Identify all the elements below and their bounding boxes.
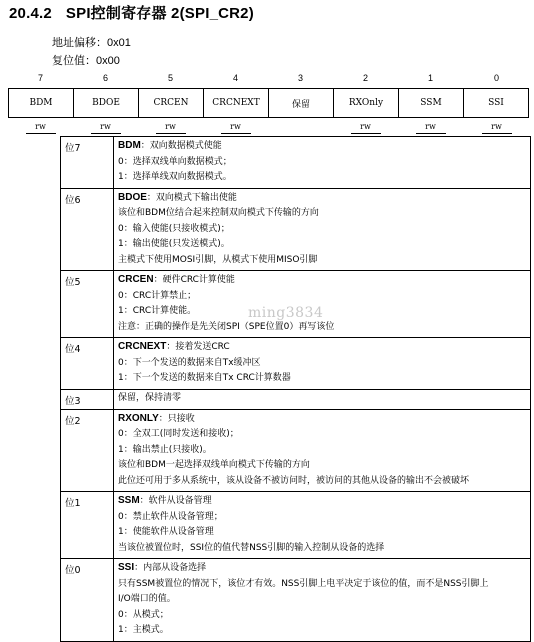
bit-cell: 位3 xyxy=(61,389,114,409)
field-name: SSI xyxy=(118,562,135,573)
description-line: 当该位被置位时，SSI位的值代替NSS引脚的输入控制从设备的选择 xyxy=(118,542,385,553)
bit-number: 7 xyxy=(37,73,43,83)
field-name: BDM xyxy=(118,140,141,151)
field-name: CRCEN xyxy=(118,274,154,285)
access-label: rw xyxy=(425,122,436,131)
description-line: 1：使能软件从设备管理 xyxy=(118,527,214,537)
bit-number: 5 xyxy=(167,73,173,83)
description-line: 该位和BDM一起选择双线单向模式下传输的方向 xyxy=(118,460,310,470)
description-cell xyxy=(114,338,531,390)
bitfield-cell-bdoe: BDOE xyxy=(74,89,139,117)
bit-number: 2 xyxy=(362,73,368,83)
description-line: 0：禁止软件从设备管理； xyxy=(118,511,223,522)
section-title xyxy=(9,2,254,23)
access-underline xyxy=(91,133,121,134)
bitfield-cell-bdm: BDM xyxy=(9,89,74,117)
description-text: ：硬件CRC计算使能 xyxy=(153,275,235,285)
description-line: 0：CRC计算禁止； xyxy=(118,290,197,301)
description-text: ：双向数据模式使能 xyxy=(140,141,222,151)
access-row xyxy=(8,122,530,134)
table-row xyxy=(61,271,531,338)
access-label: rw xyxy=(230,122,241,131)
access-underline xyxy=(221,133,251,134)
description-line: 1：选择单线双向数据模式。 xyxy=(118,172,232,182)
bitfield-cell-crcen: CRCEN xyxy=(139,89,204,117)
description-line: 注意：正确的操作是先关闭SPI（SPE位置0）再写该位 xyxy=(118,321,335,332)
bit-number: 6 xyxy=(102,73,108,83)
table-row xyxy=(61,389,531,409)
field-name: RXONLY xyxy=(118,412,159,424)
bitfield-cell-ssm: SSM xyxy=(399,89,464,117)
bit-number: 1 xyxy=(427,73,433,83)
access-label: rw xyxy=(100,122,111,131)
bit-description-table xyxy=(60,136,531,642)
access-underline xyxy=(26,133,56,134)
bit-cell: 位1 xyxy=(61,492,114,559)
description-cell xyxy=(114,409,531,492)
description-cell xyxy=(114,389,531,409)
bitfield-cell-ssi: SSI xyxy=(488,98,504,108)
bit-cell: 位5 xyxy=(61,271,114,338)
bitfield-cell-reserved: 保留 xyxy=(269,89,334,117)
bit-cell: 位2 xyxy=(61,409,114,492)
register-bitfield xyxy=(8,88,529,118)
description-line: 1：下一个发送的数据来自Tx CRC计算数器 xyxy=(118,373,291,383)
bit-number: 3 xyxy=(297,73,303,83)
description-line: 主模式下使用MOSI引脚，从模式下使用MISO引脚 xyxy=(118,254,318,265)
description-line: 此位还可用于多从系统中，该从设备不被访问时，被访问的其他从设备的输出不会被破坏 xyxy=(118,475,470,486)
description-cell xyxy=(114,188,531,271)
field-name: BDOE xyxy=(118,191,147,203)
description-text: ：内部从设备选择 xyxy=(134,563,207,573)
access-label: rw xyxy=(35,122,46,131)
bitfield-cell-rxonly: RXOnly xyxy=(334,89,399,117)
watermark: ming3834 xyxy=(248,305,324,321)
table-row xyxy=(61,409,531,492)
description-cell xyxy=(114,492,531,559)
description-text: ：接着发送CRC xyxy=(166,342,230,352)
description-line: 只有SSM被置位的情况下，该位才有效。NSS引脚上电平决定于该位的值，而不是NSS引脚上 xyxy=(118,578,489,589)
description-line: 1：输出使能(只发送模式)。 xyxy=(118,239,230,249)
description-line: 保留，保持清零 xyxy=(118,392,182,403)
description-line: I/O端口的值。 xyxy=(118,594,176,604)
access-label: rw xyxy=(491,122,502,131)
bit-number: 4 xyxy=(232,73,238,83)
bit-cell: 位0 xyxy=(61,559,114,642)
address-offset xyxy=(52,34,131,50)
description-text: ：只接收 xyxy=(158,413,195,424)
description-line: 1：主模式。 xyxy=(118,625,169,635)
description-line: 0：全双工(同时发送和接收)； xyxy=(118,429,239,439)
description-cell xyxy=(114,559,531,642)
address-offset-value: 0x01 xyxy=(107,37,131,49)
description-text: ：软件从设备管理 xyxy=(139,496,212,506)
access-underline xyxy=(482,133,512,134)
description-line: 0：下一个发送的数据来自Tx缓冲区 xyxy=(118,357,261,368)
table-row xyxy=(61,338,531,390)
description-line: 1：CRC计算使能。 xyxy=(118,306,197,316)
bitfield-cell-crcnext: CRCNEXT xyxy=(204,89,269,117)
bit-cell: 位4 xyxy=(61,338,114,390)
access-label: rw xyxy=(360,122,371,131)
description-line: 0：选择双线单向数据模式； xyxy=(118,156,232,167)
reset-value-value: 0x00 xyxy=(96,55,120,67)
address-offset-label: 地址偏移： xyxy=(52,36,107,49)
bit-number: 0 xyxy=(493,73,499,83)
bit-number-row xyxy=(8,73,530,87)
field-name: SSM xyxy=(118,495,140,506)
section-number: 20.4.2 xyxy=(9,5,52,22)
access-underline xyxy=(156,133,186,134)
table-row xyxy=(61,492,531,559)
table-row xyxy=(61,188,531,271)
description-cell xyxy=(114,137,531,189)
description-line: 0：从模式； xyxy=(118,609,169,620)
table-row xyxy=(61,137,531,189)
access-underline xyxy=(416,133,446,134)
description-line: 该位和BDM位结合起来控制双向模式下传输的方向 xyxy=(118,208,319,218)
bit-cell: 位6 xyxy=(61,188,114,271)
description-text: ：双向模式下输出使能 xyxy=(146,192,237,203)
field-name: CRCNEXT xyxy=(118,341,167,352)
reset-value xyxy=(52,52,120,68)
access-underline xyxy=(351,133,381,134)
reset-value-label: 复位值： xyxy=(52,54,96,67)
description-line: 0：输入使能(只接收模式)； xyxy=(118,223,230,234)
description-cell xyxy=(114,271,531,338)
table-row xyxy=(61,559,531,642)
bit-cell: 位7 xyxy=(61,137,114,189)
access-label: rw xyxy=(165,122,176,131)
description-line: 1：输出禁止(只接收)。 xyxy=(118,444,212,455)
section-name: SPI控制寄存器 2(SPI_CR2) xyxy=(65,5,254,22)
